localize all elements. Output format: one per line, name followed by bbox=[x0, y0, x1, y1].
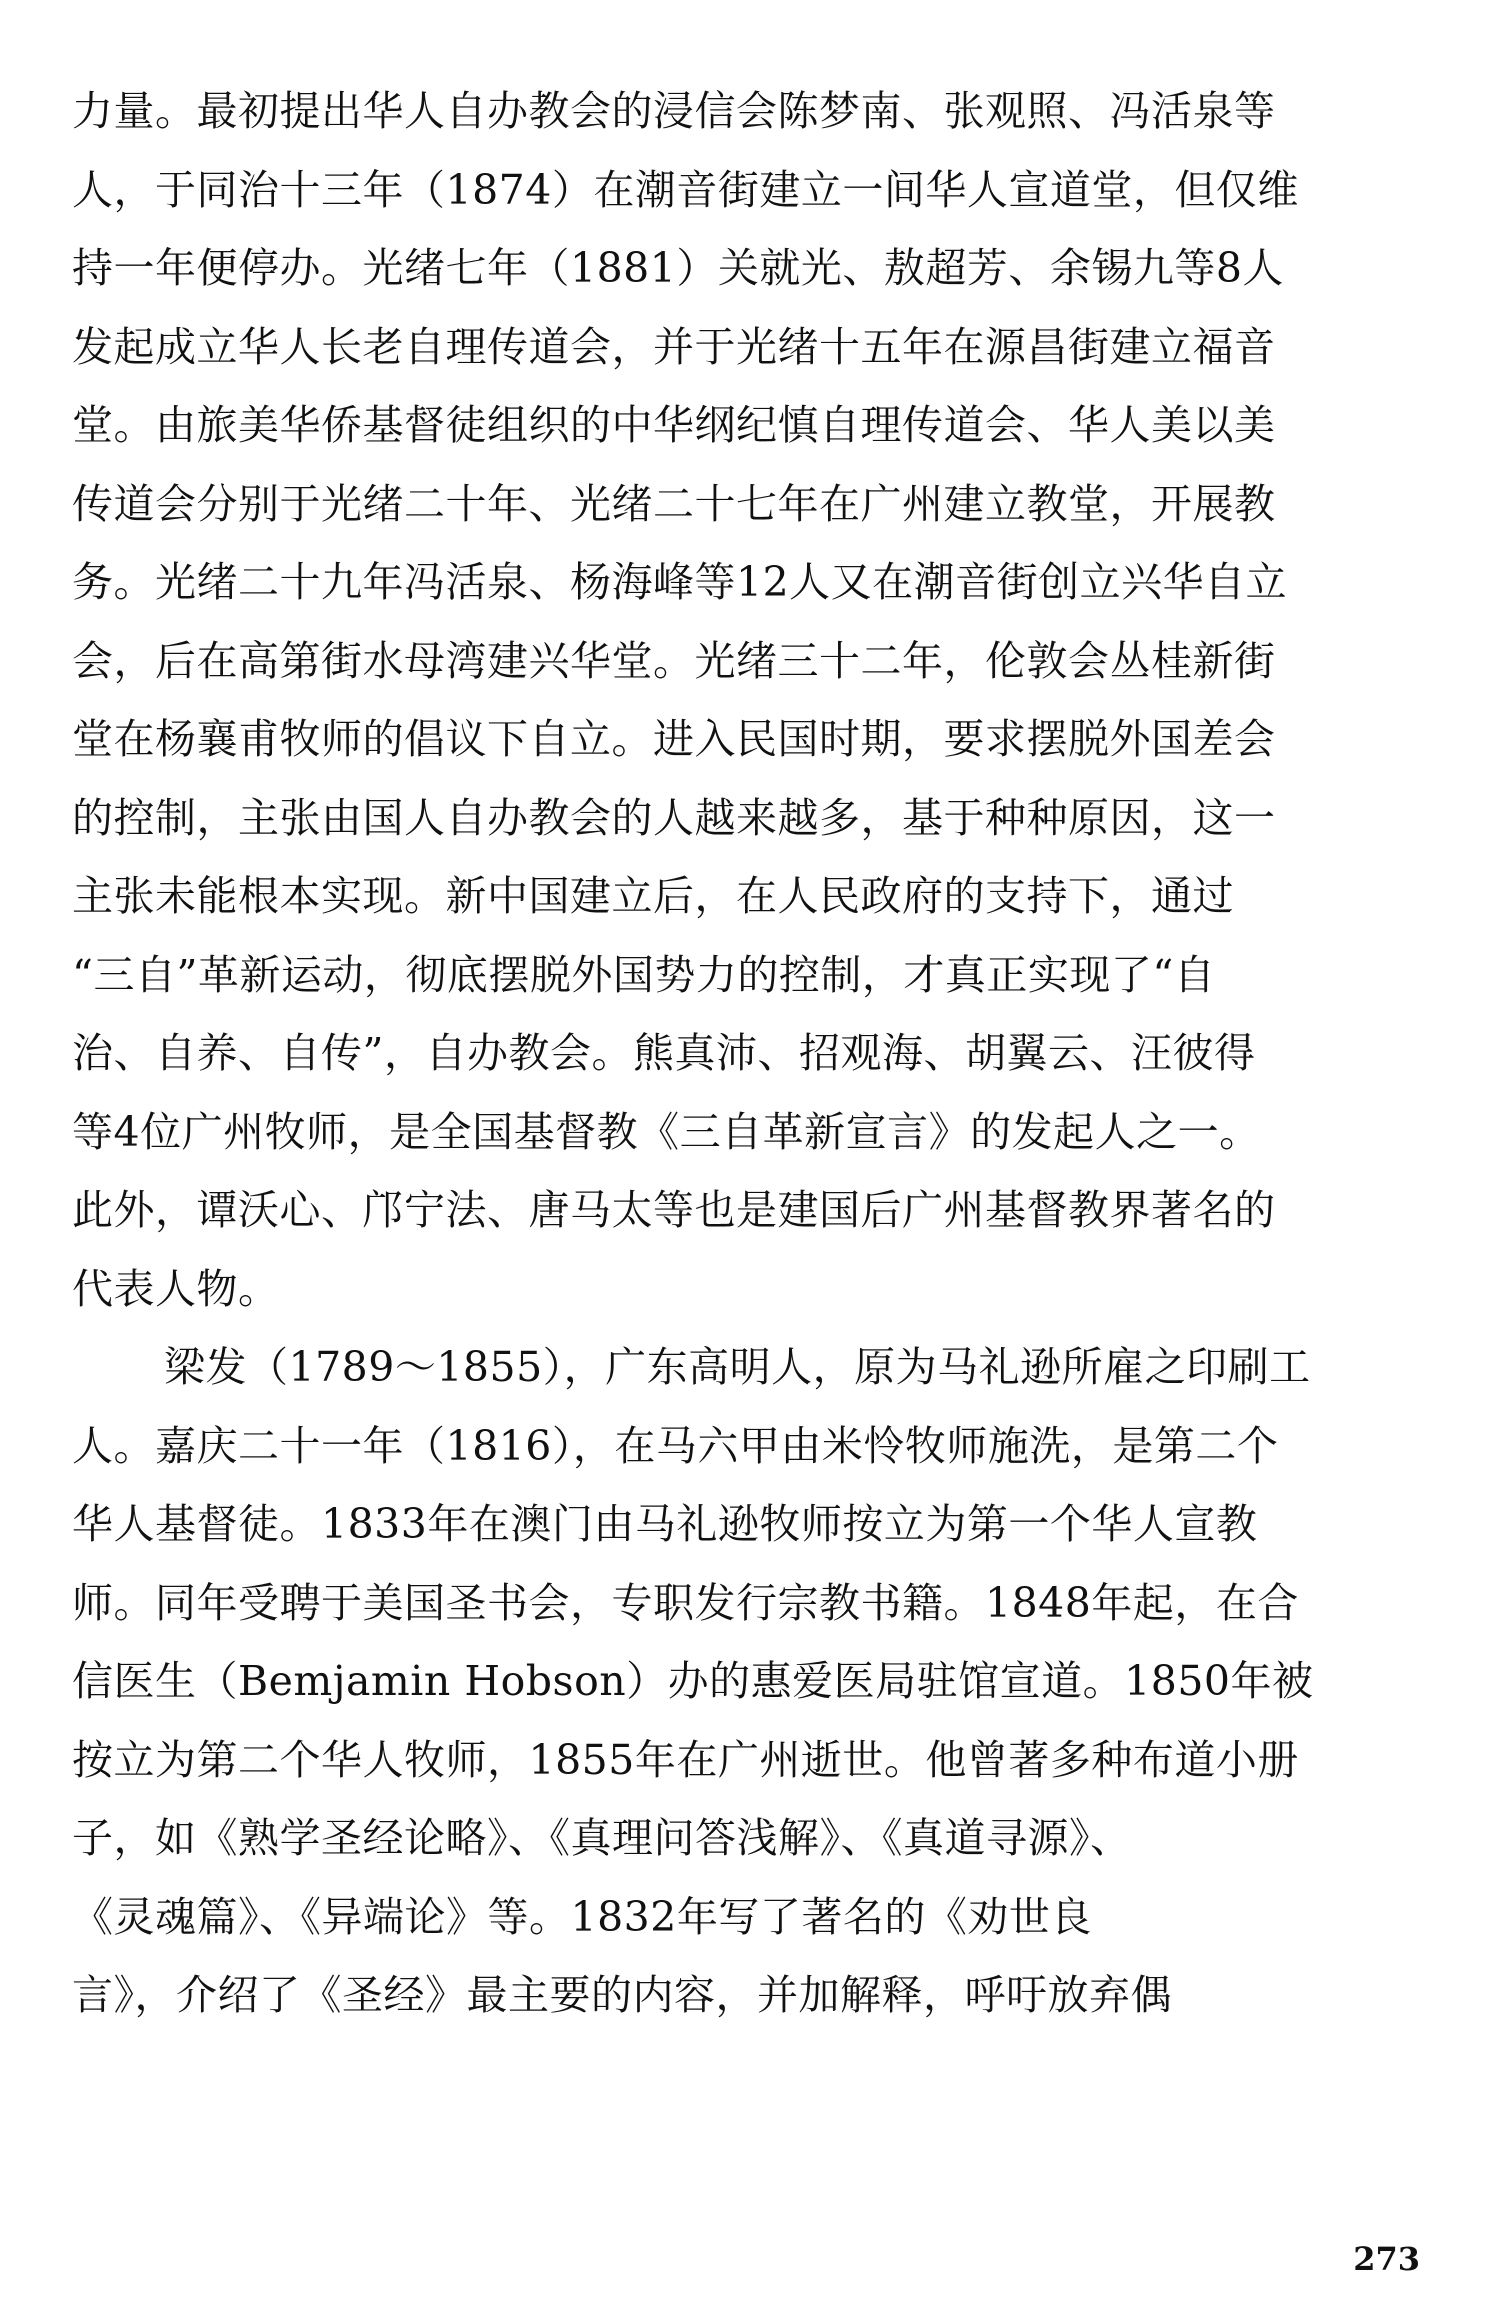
text-line: 持一年便停办。光绪七年（1881）关就光、敖超芳、余锡九等8人 bbox=[72, 244, 1284, 292]
text-line: 治、自养、自传”，自办教会。熊真沛、招观海、胡翼云、汪彼得 bbox=[72, 1029, 1256, 1077]
text-line: 此外，谭沃心、邝宁法、唐马太等也是建国后广州基督教界著名的 bbox=[72, 1186, 1276, 1234]
text-line: 发起成立华人长老自理传道会，并于光绪十五年在源昌街建立福音 bbox=[72, 322, 1276, 371]
text-line: 人。嘉庆二十一年（1816），在马六甲由米怜牧师施洗，是第二个 bbox=[72, 1421, 1279, 1470]
text-line: 的控制，主张由国人自办教会的人越来越多，基于种种原因，这一 bbox=[72, 793, 1276, 842]
text-line: 人，于同治十三年（1874）在潮音街建立一间华人宣道堂，但仅维 bbox=[72, 165, 1299, 214]
text-line: 务。光绪二十九年冯活泉、杨海峰等12人又在潮音街创立兴华自立 bbox=[72, 558, 1288, 606]
text-line: 信医生（Bemjamin Hobson）办的惠爱医局驻馆宣道。1850年被 bbox=[72, 1657, 1314, 1705]
text-line: 会，后在高第街水母湾建兴华堂。光绪三十二年，伦敦会丛桂新街 bbox=[72, 636, 1276, 685]
page-number: 273 bbox=[1353, 2240, 1420, 2278]
text-line: “三自”革新运动，彻底摆脱外国势力的控制，才真正实现了“自 bbox=[72, 950, 1216, 999]
text-line: 堂在杨襄甫牧师的倡议下自立。进入民国时期，要求摆脱外国差会 bbox=[72, 715, 1276, 763]
text-line: 传道会分别于光绪二十年、光绪二十七年在广州建立教堂，开展教 bbox=[72, 479, 1276, 528]
body-text bbox=[72, 72, 1432, 2035]
text-line: 《灵魂篇》、《异端论》等。1832年写了著名的《劝世良 bbox=[72, 1892, 1092, 1941]
paragraph-first-line: 梁发（1789～1855），广东高明人，原为马礼逊所雇之印刷工 bbox=[164, 1343, 1311, 1391]
text-line: 华人基督徒。1833年在澳门由马礼逊牧师按立为第一个华人宣教 bbox=[72, 1500, 1258, 1548]
text-line: 子，如《熟学圣经论略》、《真理问答浅解》、《真道寻源》、 bbox=[72, 1814, 1132, 1862]
text-line: 等4位广州牧师，是全国基督教《三自革新宣言》的发起人之一。 bbox=[72, 1107, 1261, 1156]
text-line: 师。同年受聘于美国圣书会，专职发行宗教书籍。1848年起，在合 bbox=[72, 1578, 1299, 1627]
text-line: 按立为第二个华人牧师，1855年在广州逝世。他曾著多种布道小册 bbox=[72, 1735, 1299, 1784]
text-line: 代表人物。 bbox=[72, 1264, 280, 1313]
text-line: 堂。由旅美华侨基督徒组织的中华纲纪慎自理传道会、华人美以美 bbox=[72, 401, 1276, 449]
text-line: 主张未能根本实现。新中国建立后，在人民政府的支持下，通过 bbox=[72, 872, 1234, 920]
text-line: 言》，介绍了《圣经》最主要的内容，并加解释，呼吁放弃偶 bbox=[72, 1971, 1172, 2019]
text-line: 力量。最初提出华人自办教会的浸信会陈梦南、张观照、冯活泉等 bbox=[72, 87, 1276, 135]
